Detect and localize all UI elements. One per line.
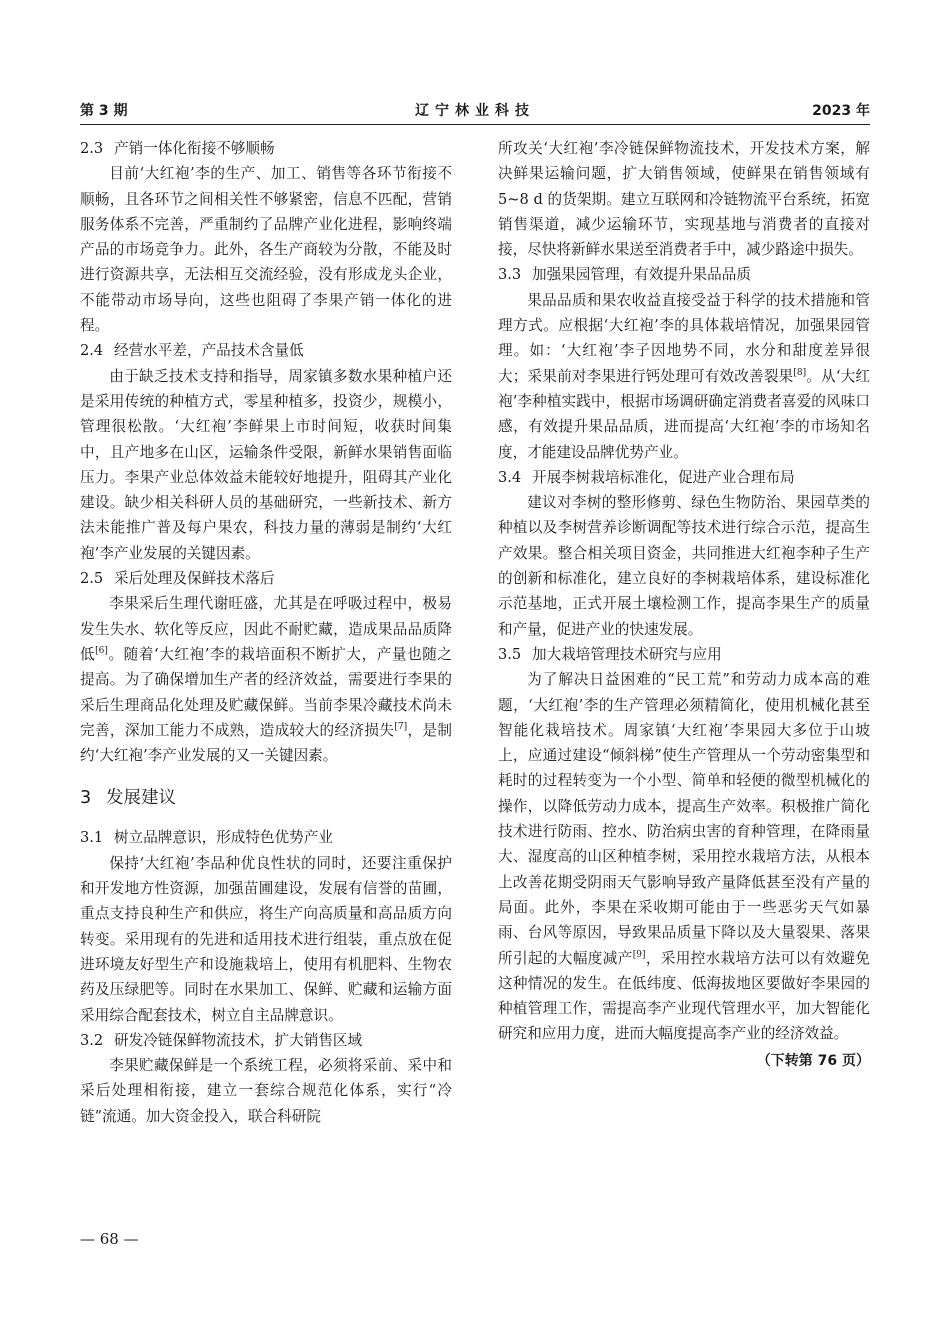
section-title: 经营水平差，产品技术含量低 [114, 342, 304, 360]
section-title: 采后处理及保鲜技术落后 [114, 570, 275, 588]
section-title: 加大栽培管理技术研究与应用 [532, 645, 722, 663]
text-run: 果品品质和果农收益直接受益于科学的技术措施和管理方式。应根据‘大红袍’李的具体栽培情况，加强果园管理。如：‘大红袍’李子因地势不同，水分和甜度差异很大；采果前对李果进行钙处理可有效改善裂果 [498, 291, 870, 385]
section-heading-2-5 [80, 566, 452, 591]
section-heading-2-3 [80, 136, 452, 161]
paragraph-2-3: 目前‘大红袍’李的生产、加工、销售等各环节衔接不顺畅，且各环节之间相关性不够紧密，信息不匹配，营销服务体系不完善，严重制约了品牌产业化进程，影响终端产品的市场竞争力。此外，各生产商较为分散，不能及时进行资源共享，无法相互交流经验，没有形成龙头企业，不能带动市场导向，这些也阻碍了李果产销一体化的进程。 [80, 165, 452, 335]
citation-6: [6] [95, 646, 108, 657]
running-header [80, 96, 870, 125]
section-heading-3-2 [80, 1028, 452, 1053]
paragraph-3-2-continued: 所攻关‘大红袍’李冷链保鲜物流技术，开发技术方案，解决鲜果运输问题，扩大销售领域，使鲜果在销售领域有 5~8 d 的货架期。建立互联网和冷链物流平台系统，拓宽销售渠道，减少运输环节，实现基地与消费者的直接对接，尽快将新鲜水果送至消费者手中，减少路途中损失。 [498, 140, 870, 259]
paragraph-3-4: 建议对李树的整形修剪、绿色生物防治、果园草类的种植以及李树营养诊断调配等技术进行综合示范，提高生产效果。整合相关项目资金，共同推进大红袍李种子生产的创新和标准化，建立良好的李树栽培体系，建设标准化示范基地，正式开展土壤检测工作，提高李果生产的质量和产量，促进产业的快速发展。 [498, 494, 870, 638]
citation-7: [7] [394, 721, 408, 732]
section-title: 产销一体化衔接不够顺畅 [114, 140, 275, 157]
paragraph-2-4: 由于缺乏技术支持和指导，周家镇多数水果种植户还是采用传统的种植方式，零星种植多，投资少，规模小，管理很松散。‘大红袍’李鲜果上市时间短，收获时间集中，且产地多在山区，运输条件受限，新鲜水果销售面临压力。李果产业总体效益未能较好地提升，阻碍其产业化建设。缺少相关科研人员的基础研究，一些新技术、新方法未能推广普及每户果农，科技力量的薄弱是制约‘大红袍’李产业发展的关键因素。 [80, 367, 452, 562]
paragraph-3-3 [498, 288, 870, 465]
text-run: 。随着‘大红袍’李的栽培面积不断扩大，产量也随之提高。为了确保增加生产者的经济效益，需要进行李果的采后生理商品化处理及贮藏保鲜。当前李果冷藏技术尚未完善，深加工能力不成熟，造成较大的经济损失 [80, 645, 452, 739]
section-heading-3-5 [498, 642, 870, 667]
paragraph-3-1: 保持‘大红袍’李品种优良性状的同时，还要注重保护和开发地方性资源，加强苗圃建设，发展有信誉的苗圃，重点支持良种生产和供应，将生产向高质量和高品质方向转变。采用现有的先进和适用技术进行组装，重点放在促进环境友好型生产和设施栽培上，使用有机肥料、生物农药及压绿肥等。同时在水果加工、保鲜、贮藏和运输方面采用综合配套技术，树立自主品牌意识。 [80, 854, 452, 1024]
section-title: 发展建议 [106, 788, 176, 809]
section-heading-3-4 [498, 465, 870, 490]
citation-9: [9] [632, 949, 646, 960]
section-number: 3.2 [80, 1031, 104, 1049]
text-run: ，采用控水栽培方法可以有效避免这种情况的发生。在低纬度、低海拔地区要做好李果园的种植管理工作，需提高李产业现代管理水平，加大智能化研究和应用力度，进而大幅度提高李产业的经济效益。 [498, 949, 870, 1043]
text-run: 为了解决日益困难的“民工荒”和劳动力成本高的难题，‘大红袍’李的生产管理必须精简化，使用机械化甚至智能化栽培技术。周家镇‘大红袍’李果园大多位于山坡上，应通过建设“倾斜梯”使生产管理从一个劳动密集型和耗时的过程转变为一个小型、简单和轻便的微型机械化的操作，以降低劳动力成本，提高生产效率。积极推广简化技术进行防雨、控水、防治病虫害的育种管理，在降雨量大、湿度高的山区种植李树，采用控水栽培方法，从根本上改善花期受阴雨天气影响导致产量降低甚至没有产量的局面。此外，李果在采收期可能由于一些恶劣天气如暴雨、台风等原因，导致果品质量下降以及大量裂果、落果所引起的大幅度减产 [498, 671, 870, 967]
section-number: 2.5 [80, 570, 104, 588]
section-number: 3 [80, 788, 92, 809]
section-number: 3.4 [498, 468, 522, 486]
issue-label: 第 3 期 [80, 103, 128, 119]
section-number: 2.3 [80, 140, 104, 157]
section-number: 3.1 [80, 829, 104, 847]
text-run: 。从‘大红袍’李种植实践中，根据市场调研确定消费者喜爱的风味口感，有效提升果品品质，进而提高‘大红袍’李的市场知名度，才能建设品牌优势产业。 [498, 367, 870, 461]
continued-on-note: （下转第 76 页） [756, 1052, 870, 1069]
section-heading-3-3 [498, 262, 870, 287]
right-column [498, 136, 870, 1074]
section-number: 2.4 [80, 342, 104, 360]
paragraph-3-2: 李果贮藏保鲜是一个系统工程，必须将采前、采中和采后处理相衔接，建立一套综合规范化体系，实行“冷链”流通。加大资金投入，联合科研院 [80, 1057, 452, 1125]
section-heading-3-1 [80, 825, 452, 850]
section-title: 开展李树栽培标准化，促进产业合理布局 [532, 468, 795, 486]
citation-8: [8] [793, 367, 807, 378]
journal-title: 辽宁林业科技 [415, 103, 535, 119]
section-heading-2-4 [80, 338, 452, 363]
section-number: 3.3 [498, 266, 522, 284]
year-label: 2023 年 [812, 103, 870, 119]
section-heading-3 [80, 786, 452, 811]
paragraph-2-5 [80, 591, 452, 768]
section-title: 研发冷链保鲜物流技术，扩大销售区域 [114, 1031, 363, 1049]
text-run: 李果采后生理代谢旺盛，尤其是在呼吸过程中，极易发生失水、软化等反应，因此不耐贮藏，造成果品品质降低 [80, 595, 452, 663]
text-run: ，是制约‘大红袍’李产业发展的又一关键因素。 [80, 721, 452, 765]
section-title: 加强果园管理，有效提升果品品质 [532, 266, 751, 284]
page-number: — 68 — [80, 1230, 139, 1248]
paragraph-3-5 [498, 667, 870, 1046]
section-number: 3.5 [498, 645, 522, 663]
section-title: 树立品牌意识，形成特色优势产业 [114, 829, 333, 847]
left-column [80, 136, 452, 1129]
